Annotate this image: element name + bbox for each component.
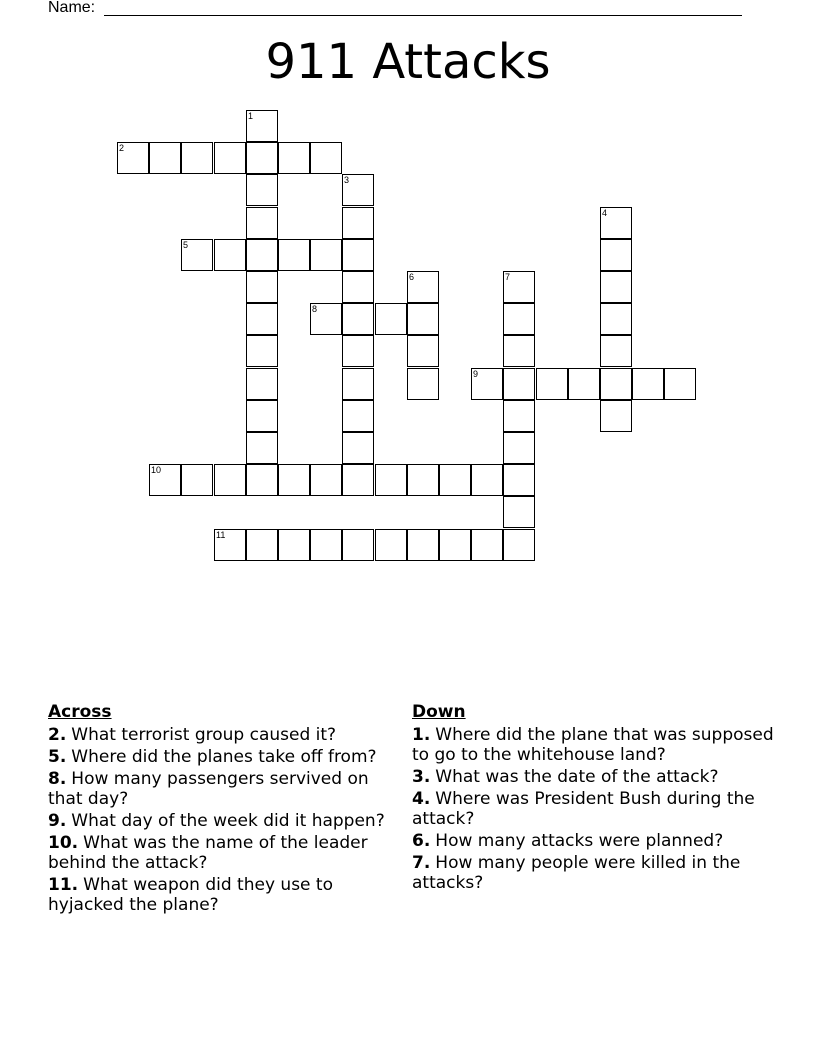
clue-text: What terrorist group caused it?: [71, 725, 337, 745]
crossword-cell[interactable]: [407, 529, 439, 561]
crossword-cell[interactable]: [503, 496, 535, 528]
crossword-cell[interactable]: [439, 464, 471, 496]
clue-text: What day of the week did it happen?: [71, 811, 385, 831]
crossword-cell[interactable]: [149, 142, 181, 174]
clue-number-label: 1: [248, 111, 254, 121]
crossword-cell[interactable]: [536, 368, 568, 400]
crossword-cell[interactable]: [310, 142, 342, 174]
clue-number-label: 2: [119, 143, 125, 153]
crossword-cell[interactable]: [246, 207, 278, 239]
crossword-cell[interactable]: [246, 464, 278, 496]
crossword-cell[interactable]: [600, 335, 632, 367]
crossword-cell[interactable]: [181, 239, 213, 271]
clue-number: 5.: [48, 747, 67, 767]
crossword-cell[interactable]: [342, 464, 374, 496]
crossword-cell[interactable]: [214, 239, 246, 271]
crossword-cell[interactable]: [342, 239, 374, 271]
crossword-cell[interactable]: [181, 142, 213, 174]
crossword-cell[interactable]: [342, 207, 374, 239]
clue-number: 11.: [48, 875, 79, 895]
crossword-cell[interactable]: [600, 400, 632, 432]
clue-item: [48, 725, 393, 745]
clue-number: 3.: [412, 767, 431, 787]
crossword-cell[interactable]: [246, 432, 278, 464]
crossword-cell[interactable]: [664, 368, 696, 400]
crossword-cell[interactable]: [407, 335, 439, 367]
crossword-cell[interactable]: [503, 464, 535, 496]
crossword-cell[interactable]: [214, 142, 246, 174]
clue-text: How many people were killed in the attacks?: [412, 853, 741, 893]
crossword-cell[interactable]: [278, 464, 310, 496]
crossword-cell[interactable]: [375, 464, 407, 496]
crossword-cell[interactable]: [600, 207, 632, 239]
crossword-cell[interactable]: [375, 303, 407, 335]
crossword-cell[interactable]: [342, 335, 374, 367]
crossword-cell[interactable]: [246, 400, 278, 432]
crossword-cell[interactable]: [503, 368, 535, 400]
crossword-cell[interactable]: [149, 464, 181, 496]
crossword-cell[interactable]: [600, 239, 632, 271]
name-label: Name:: [48, 0, 96, 16]
crossword-cell[interactable]: [310, 239, 342, 271]
clue-number-label: 5: [183, 240, 189, 250]
crossword-cell[interactable]: [407, 464, 439, 496]
crossword-cell[interactable]: [310, 303, 342, 335]
crossword-cell[interactable]: [117, 142, 149, 174]
clue-number-label: 7: [505, 272, 511, 282]
crossword-cell[interactable]: [407, 368, 439, 400]
clue-text: What was the date of the attack?: [435, 767, 719, 787]
crossword-cell[interactable]: [503, 432, 535, 464]
clue-text: What weapon did they use to hyjacked the plane?: [48, 875, 333, 915]
clue-text: Where was President Bush during the attack?: [412, 789, 755, 829]
clue-number: 9.: [48, 811, 67, 831]
clue-number-label: 8: [312, 304, 318, 314]
clue-number: 6.: [412, 831, 431, 851]
crossword-cell[interactable]: [503, 400, 535, 432]
clue-number-label: 4: [602, 208, 608, 218]
crossword-cell[interactable]: [503, 529, 535, 561]
crossword-cell[interactable]: [246, 239, 278, 271]
crossword-cell[interactable]: [471, 368, 503, 400]
crossword-cell[interactable]: [407, 271, 439, 303]
crossword-cell[interactable]: [246, 142, 278, 174]
clue-number: 8.: [48, 769, 67, 789]
crossword-cell[interactable]: [407, 303, 439, 335]
clue-item: [412, 831, 782, 851]
clue-item: [412, 853, 782, 893]
crossword-cell[interactable]: [503, 303, 535, 335]
clue-text: How many passengers servived on that day?: [48, 769, 369, 809]
crossword-cell[interactable]: [342, 368, 374, 400]
crossword-cell[interactable]: [246, 529, 278, 561]
clue-number: 10.: [48, 833, 79, 853]
crossword-cell[interactable]: [375, 529, 407, 561]
crossword-cell[interactable]: [471, 464, 503, 496]
down-clues: [412, 702, 782, 895]
clue-number-label: 9: [473, 369, 479, 379]
crossword-cell[interactable]: [342, 432, 374, 464]
across-clues: [48, 702, 393, 917]
crossword-cell[interactable]: [600, 368, 632, 400]
crossword-cell[interactable]: [503, 335, 535, 367]
crossword-cell[interactable]: [632, 368, 664, 400]
crossword-cell[interactable]: [246, 303, 278, 335]
clue-number-label: 11: [216, 530, 226, 540]
crossword-cell[interactable]: [214, 464, 246, 496]
clue-item: [48, 833, 393, 873]
clue-item: [48, 747, 393, 767]
clue-item: [48, 875, 393, 915]
crossword-cell[interactable]: [471, 529, 503, 561]
clue-text: Where did the planes take off from?: [71, 747, 377, 767]
crossword-cell[interactable]: [246, 174, 278, 206]
crossword-cell[interactable]: [342, 529, 374, 561]
clue-number-label: 6: [409, 272, 415, 282]
clue-item: [412, 767, 782, 787]
crossword-cell[interactable]: [246, 110, 278, 142]
crossword-cell[interactable]: [568, 368, 600, 400]
crossword-cell[interactable]: [310, 529, 342, 561]
crossword-cell[interactable]: [310, 464, 342, 496]
crossword-cell[interactable]: [439, 529, 471, 561]
clue-item: [412, 725, 782, 765]
page-title: 911 Attacks: [265, 34, 551, 90]
clue-number-label: 3: [344, 175, 350, 185]
clue-item: [412, 789, 782, 829]
crossword-cell[interactable]: [278, 142, 310, 174]
crossword-cell[interactable]: [214, 529, 246, 561]
clue-item: [48, 811, 393, 831]
crossword-cell[interactable]: [600, 271, 632, 303]
crossword-cell[interactable]: [600, 303, 632, 335]
crossword-cell[interactable]: [246, 271, 278, 303]
crossword-cell[interactable]: [246, 335, 278, 367]
clue-number: 2.: [48, 725, 67, 745]
clue-text: Where did the plane that was supposed to go to the whitehouse land?: [412, 725, 774, 765]
clue-item: [48, 769, 393, 809]
clue-text: How many attacks were planned?: [435, 831, 724, 851]
across-heading: Across: [48, 702, 112, 722]
crossword-cell[interactable]: [342, 271, 374, 303]
clue-number: 1.: [412, 725, 431, 745]
clue-number-label: 10: [151, 465, 162, 475]
crossword-cell[interactable]: [278, 239, 310, 271]
crossword-cell[interactable]: [503, 271, 535, 303]
clue-number: 7.: [412, 853, 431, 873]
crossword-cell[interactable]: [342, 174, 374, 206]
crossword-cell[interactable]: [278, 529, 310, 561]
clue-number: 4.: [412, 789, 431, 809]
clue-text: What was the name of the leader behind the attack?: [48, 833, 368, 873]
down-heading: Down: [412, 702, 466, 722]
crossword-cell[interactable]: [342, 400, 374, 432]
crossword-cell[interactable]: [246, 368, 278, 400]
crossword-cell[interactable]: [342, 303, 374, 335]
crossword-cell[interactable]: [181, 464, 213, 496]
